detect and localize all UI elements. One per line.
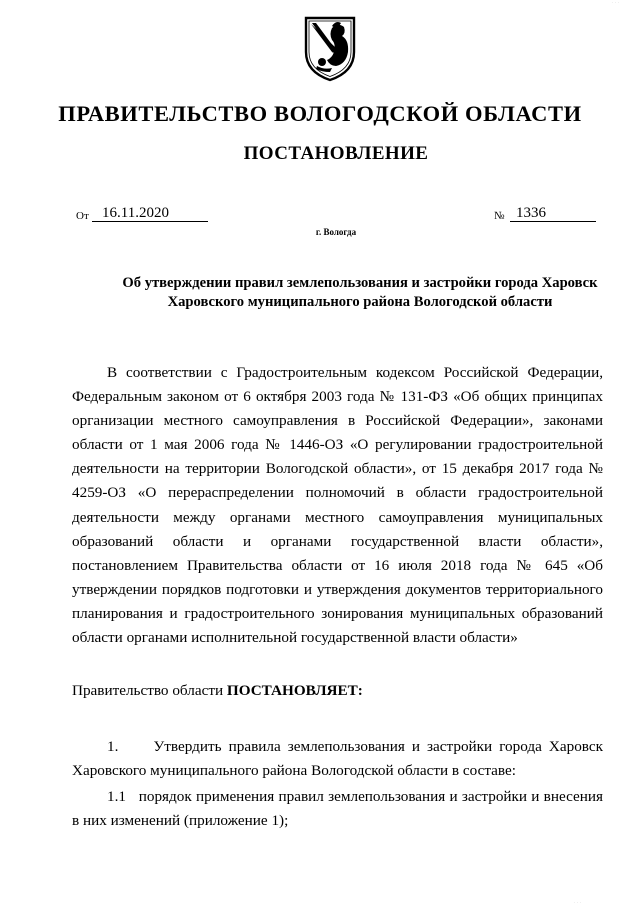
scan-mark-bottom: · · · xyxy=(573,900,582,905)
item-1-1-text: порядок применения правил землепользования и застройки и внесения в них изменений (приложение 1); xyxy=(72,788,603,830)
document-title xyxy=(40,274,640,312)
item-1-1-number: 1.1 xyxy=(107,788,126,805)
document-date: 16.11.2020 xyxy=(102,205,169,221)
preamble-paragraph: В соответствии с Градостроительным кодексом Российской Федерации, Федеральным законом от 6 октября 2003 года № 131-ФЗ «Об общих принципах организации местного самоуправления в Российской Федерации», законами области от 1 мая 2006 года № 1446-ОЗ «О регулировании градостроительной деятельности на территории Вологодской области», от 15 декабря 2017 года № 4259-ОЗ «О перераспределении полномочий в области градостроительной деятельности между органами местного самоуправления муниципальных образований области и органами государственной власти области», постановлением Правительства области от 16 июля 2018 года № 645 «Об утверждении порядков подготовки и утверждения документов территориального планирования и градостроительного зонирования муниципальных образований области органами исполнительной государственной власти области» xyxy=(72,364,603,647)
scan-mark-top: · · · xyxy=(611,0,620,5)
number-prefix: № xyxy=(494,210,505,222)
item-1 xyxy=(72,735,603,783)
city-label: г. Вологда xyxy=(315,227,357,237)
item-1-text: Утвердить правила землепользования и застройки города Харовск Харовского муниципального района Вологодской области в составе: xyxy=(72,738,603,780)
date-prefix: От xyxy=(76,210,89,222)
vologda-coat-of-arms-icon xyxy=(302,14,358,84)
resolves-keyword: ПОСТАНОВЛЯЕТ: xyxy=(226,682,363,699)
title-line-2: Харовского муниципального района Вологодской области xyxy=(167,294,553,310)
item-1-1 xyxy=(72,785,603,833)
document-number: 1336 xyxy=(516,205,546,221)
organization-title: ПРАВИТЕЛЬСТВО ВОЛОГОДСКОЙ ОБЛАСТИ xyxy=(58,101,582,126)
document-type: ПОСТАНОВЛЕНИЕ xyxy=(243,143,429,164)
resolves-line xyxy=(72,679,603,703)
title-line-1: Об утверждении правил землепользования и застройки города Харовск xyxy=(122,275,598,291)
resolves-prefix: Правительство области xyxy=(72,682,224,699)
item-1-number: 1. xyxy=(107,738,119,755)
